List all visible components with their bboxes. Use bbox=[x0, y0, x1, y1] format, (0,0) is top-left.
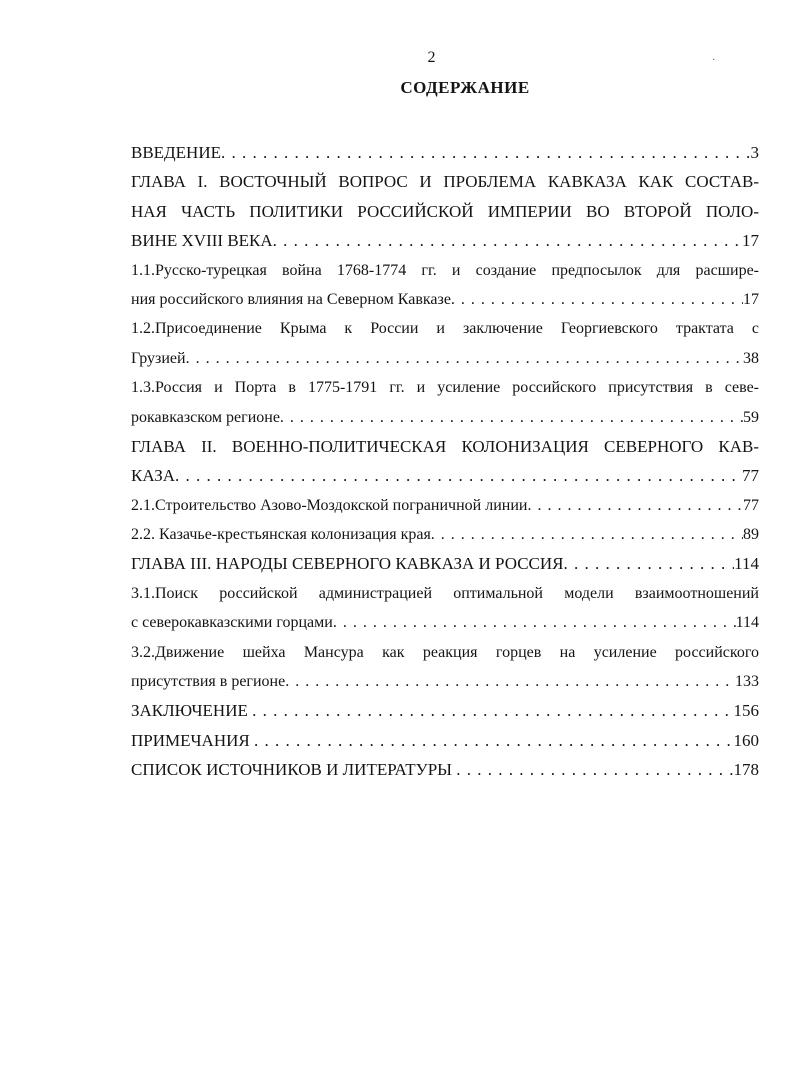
toc-entry-text: 3.2.Движение шейха Мансура как реакция горцев на усиление российского bbox=[131, 643, 759, 661]
toc-entry-section-1-2[interactable] bbox=[131, 314, 759, 373]
toc-page-number: 178 bbox=[733, 760, 759, 780]
toc-entry-text: КАЗА bbox=[131, 466, 175, 486]
dot-leader bbox=[333, 608, 736, 637]
toc-entry-label: 2.1.Строительство Азово-Моздокской пограничной линии bbox=[131, 496, 528, 514]
toc-entry-text: 3.1.Поиск российской администрацией оптимальной модели взаимоотношений bbox=[131, 584, 759, 602]
dot-leader bbox=[527, 491, 743, 520]
dot-leader bbox=[186, 344, 743, 373]
toc-page-number: 156 bbox=[733, 701, 759, 721]
toc-page-number: 17 bbox=[742, 231, 759, 251]
toc-entry-text: присутствия в регионе bbox=[131, 673, 286, 691]
toc-page-number: 89 bbox=[743, 526, 759, 544]
toc-entry-section-3-2[interactable] bbox=[131, 638, 759, 697]
dot-leader bbox=[175, 461, 742, 490]
toc-entry-text: 1.1.Русско-турецкая война 1768-1774 гг. и создание предпосылок для расшире- bbox=[131, 261, 759, 279]
toc-page-number: 114 bbox=[734, 554, 759, 574]
page-number: 2 bbox=[427, 49, 436, 66]
toc-entry-conclusion[interactable] bbox=[131, 696, 759, 725]
dot-leader bbox=[451, 285, 743, 314]
toc-entry-label: ПРИМЕЧАНИЯ bbox=[131, 730, 254, 750]
table-of-contents bbox=[131, 138, 759, 785]
toc-entry-chapter-1[interactable] bbox=[131, 167, 759, 255]
scan-speck: · bbox=[712, 55, 716, 66]
toc-entry-label: СПИСОК ИСТОЧНИКОВ И ЛИТЕРАТУРЫ bbox=[131, 760, 457, 780]
toc-entry-text: Грузией bbox=[131, 349, 186, 367]
toc-entry-sources[interactable] bbox=[131, 755, 759, 784]
toc-entry-text: ГЛАВА II. ВОЕННО-ПОЛИТИЧЕСКАЯ КОЛОНИЗАЦИЯ СЕВЕРНОГО КАВ- bbox=[131, 436, 759, 456]
toc-entry-text: ВИНЕ XVIII ВЕКА bbox=[131, 231, 273, 251]
toc-entry-notes[interactable] bbox=[131, 726, 759, 755]
dot-leader bbox=[221, 138, 751, 167]
toc-entry-section-1-1[interactable] bbox=[131, 256, 759, 315]
toc-page-number: 3 bbox=[750, 143, 759, 162]
toc-entry-text: ния российского влияния на Северном Кавказе bbox=[131, 290, 451, 308]
toc-entry-chapter-2[interactable] bbox=[131, 432, 759, 491]
toc-entry-text: НАЯ ЧАСТЬ ПОЛИТИКИ РОССИЙСКОЙ ИМПЕРИИ ВО ВТОРОЙ ПОЛО- bbox=[131, 201, 759, 221]
toc-entry-label: 2.2. Казачье-крестьянская колонизация края bbox=[131, 526, 431, 544]
dot-leader bbox=[564, 549, 735, 578]
dot-leader bbox=[431, 520, 743, 549]
toc-page-number: 160 bbox=[733, 730, 759, 750]
toc-entry-text: 1.3.Россия и Порта в 1775-1791 гг. и усиление российского присутствия в севе- bbox=[131, 379, 759, 397]
toc-entry-chapter-3[interactable] bbox=[131, 549, 759, 578]
toc-entry-label: ГЛАВА III. НАРОДЫ СЕВЕРНОГО КАВКАЗА И РОССИЯ bbox=[131, 554, 564, 574]
toc-entry-label: ЗАКЛЮЧЕНИЕ bbox=[131, 701, 253, 721]
toc-page-number: 77 bbox=[743, 496, 759, 514]
toc-page-number: 38 bbox=[743, 349, 759, 367]
toc-page-number: 59 bbox=[743, 408, 759, 426]
toc-entry-text: 1.2.Присоединение Крыма к России и заключение Георгиевского трактата с bbox=[131, 320, 759, 338]
toc-entry-text: ГЛАВА I. ВОСТОЧНЫЙ ВОПРОС И ПРОБЛЕМА КАВКАЗА КАК СОСТАВ- bbox=[131, 172, 759, 192]
dot-leader bbox=[280, 403, 743, 432]
toc-entry-text: с северокавказскими горцами bbox=[131, 614, 333, 632]
dot-leader bbox=[456, 755, 733, 784]
dot-leader bbox=[285, 667, 735, 696]
toc-entry-text: рокавказском регионе bbox=[131, 408, 280, 426]
toc-entry-section-1-3[interactable] bbox=[131, 373, 759, 432]
toc-entry-section-2-2[interactable] bbox=[131, 520, 759, 549]
toc-page-number: 133 bbox=[735, 673, 759, 691]
dot-leader bbox=[252, 696, 733, 725]
toc-page-number: 114 bbox=[735, 614, 759, 632]
toc-entry-section-2-1[interactable] bbox=[131, 491, 759, 520]
dot-leader bbox=[254, 726, 734, 755]
toc-entry-label: ВВЕДЕНИЕ bbox=[131, 143, 221, 162]
toc-page-number: 77 bbox=[742, 466, 759, 486]
toc-entry-section-3-1[interactable] bbox=[131, 579, 759, 638]
page-title: СОДЕРЖАНИЕ bbox=[400, 78, 530, 97]
toc-page-number: 17 bbox=[743, 290, 759, 308]
toc-entry-intro[interactable] bbox=[131, 138, 759, 167]
dot-leader bbox=[273, 226, 742, 255]
